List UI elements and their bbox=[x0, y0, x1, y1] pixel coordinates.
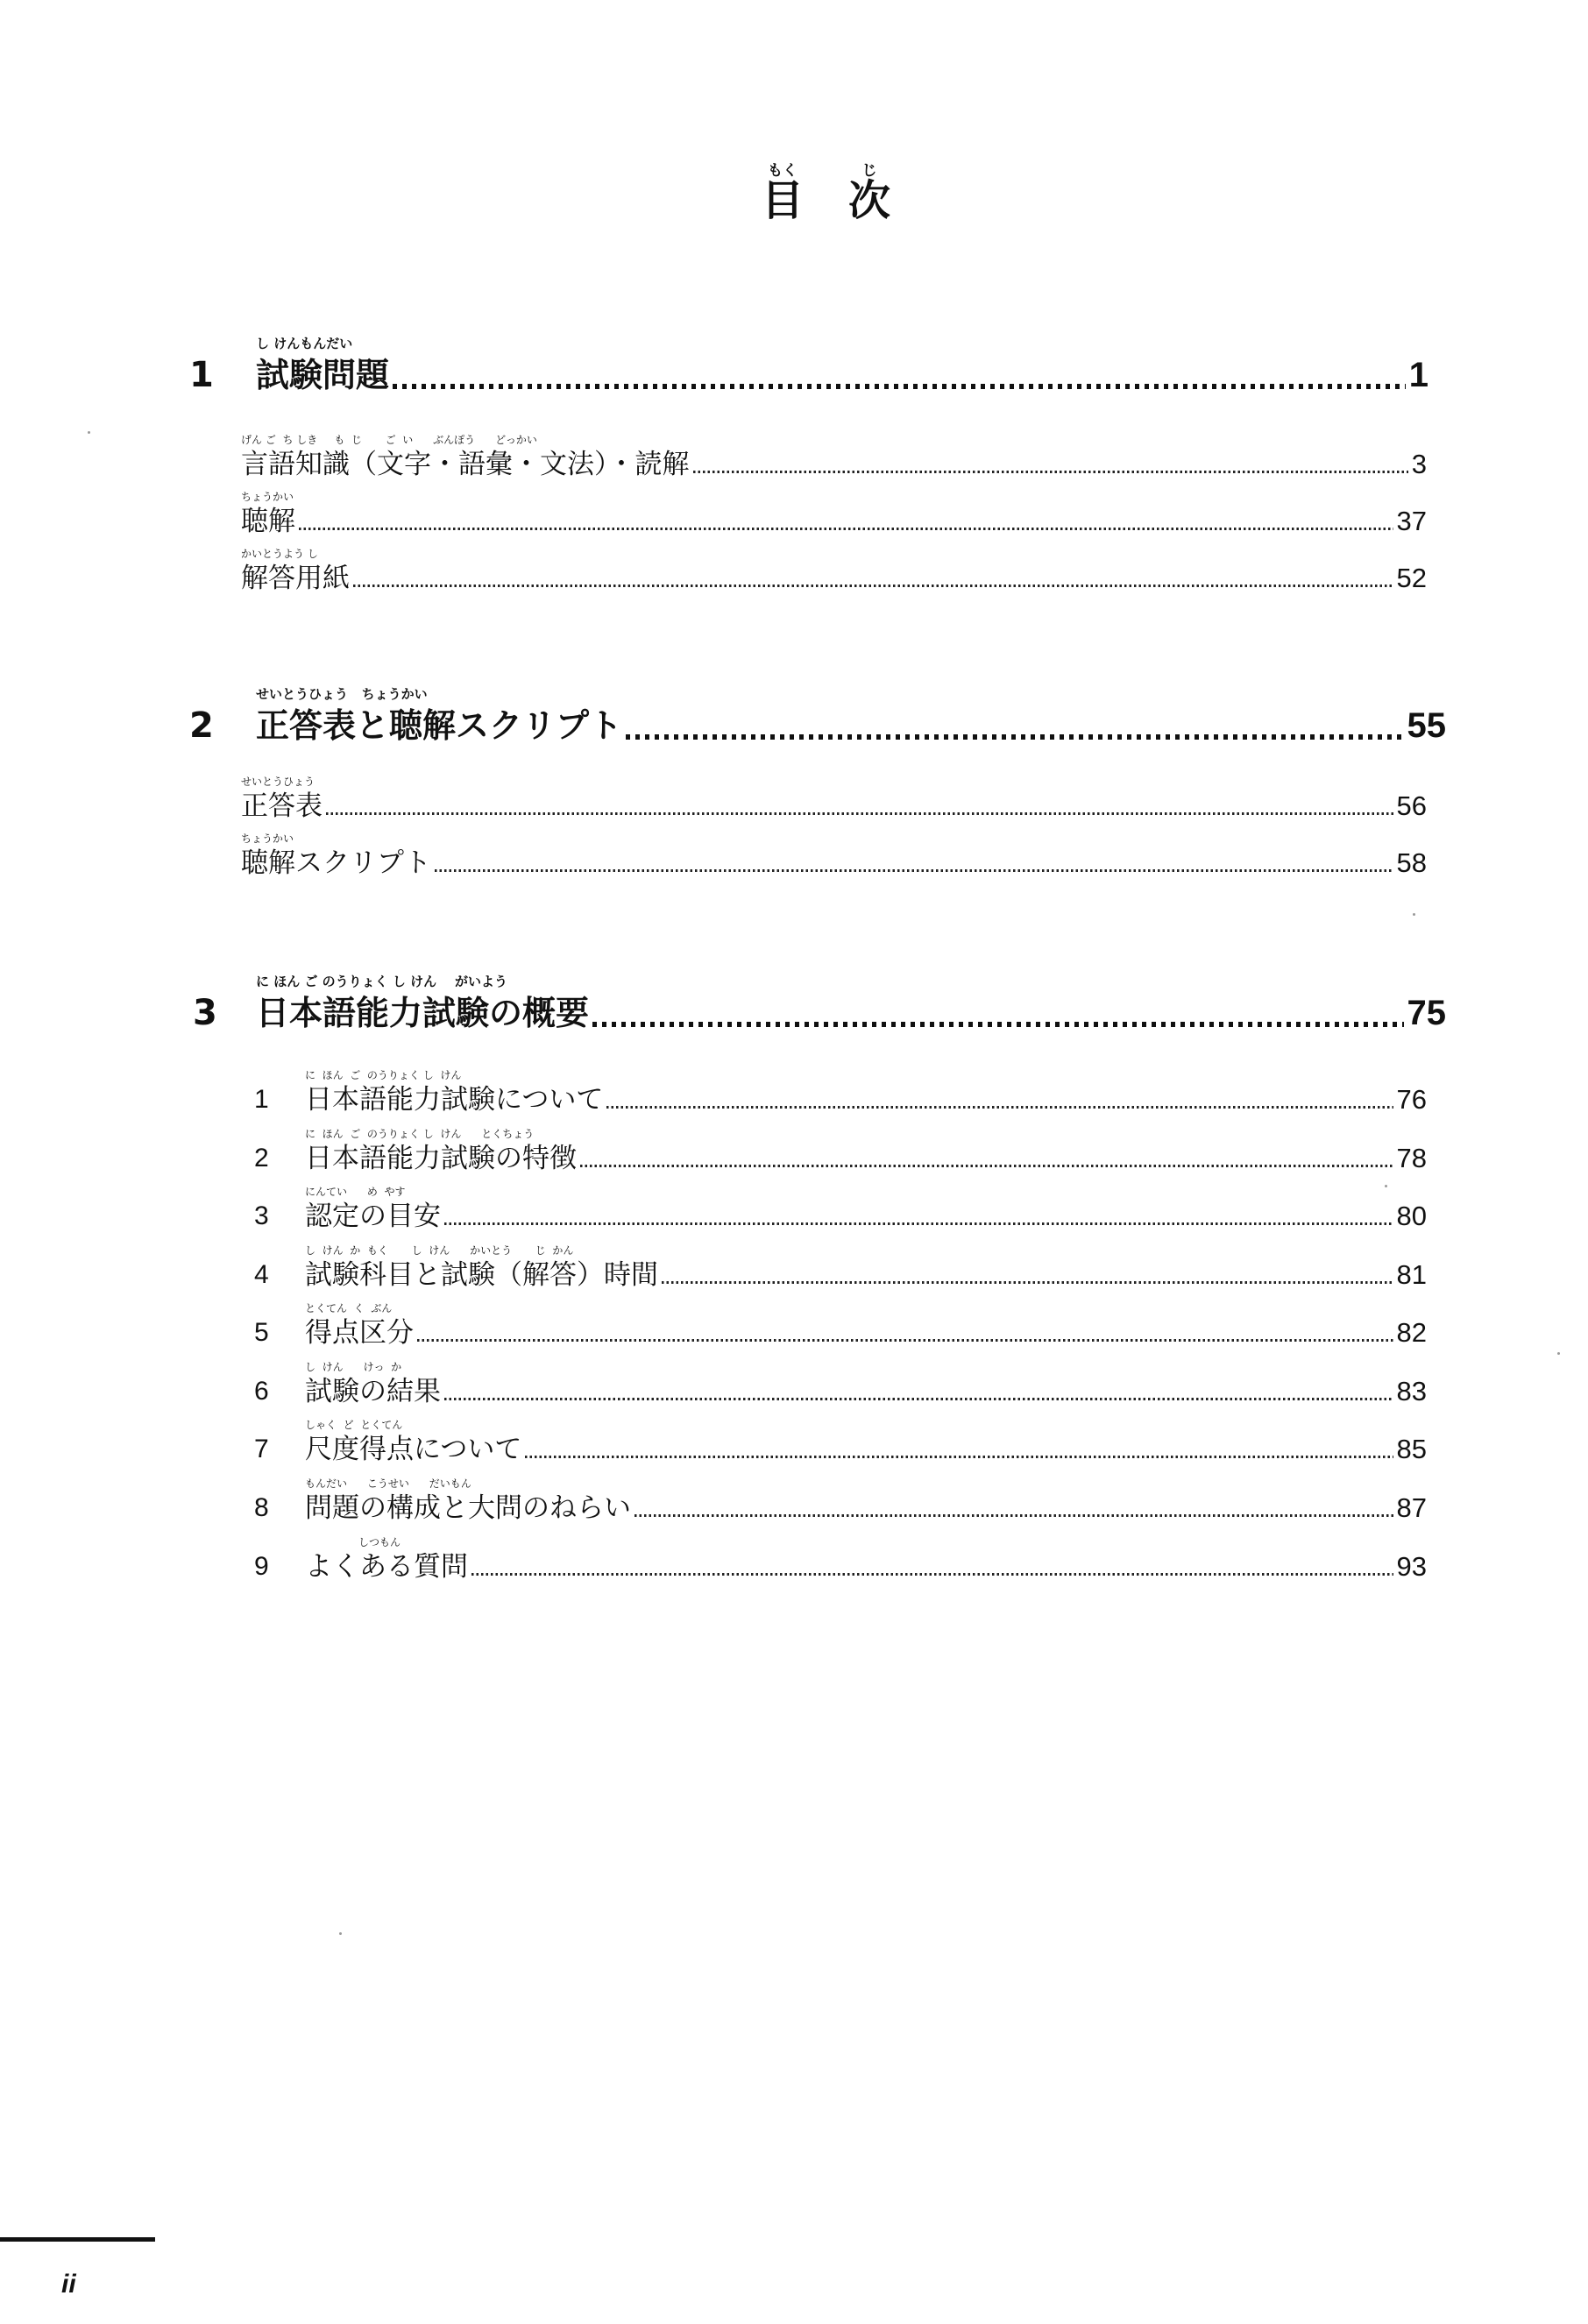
section-ruby: し けんもんだい bbox=[256, 336, 353, 351]
item-title-wrap bbox=[241, 434, 690, 480]
title-kanji: 次 bbox=[847, 176, 890, 225]
item-number: 9 bbox=[254, 1552, 269, 1581]
title-ruby: もく bbox=[768, 162, 798, 180]
item-title-wrap bbox=[305, 1536, 468, 1583]
toc-item[interactable] bbox=[241, 548, 1427, 594]
toc-item[interactable] bbox=[254, 1302, 1427, 1349]
item-title-wrap bbox=[305, 1128, 577, 1174]
item-ruby: にんてい め やす bbox=[305, 1186, 406, 1198]
toc-item[interactable] bbox=[254, 1419, 1427, 1465]
item-ruby: もんだい こうせい だいもん bbox=[305, 1477, 471, 1490]
item-ruby: しゃく ど とくてん bbox=[305, 1419, 403, 1431]
item-title-wrap bbox=[305, 1419, 522, 1465]
dot-leader bbox=[435, 869, 1393, 872]
item-page-number: 37 bbox=[1396, 506, 1427, 536]
toc-item[interactable] bbox=[254, 1244, 1427, 1291]
item-ruby: とくてん く ぶん bbox=[305, 1302, 393, 1314]
toc-section-3[interactable] bbox=[193, 974, 1446, 1033]
section-page-number: 55 bbox=[1407, 706, 1446, 745]
item-title: 解答用紙 bbox=[241, 563, 350, 594]
item-title-wrap bbox=[305, 1069, 604, 1116]
section-title: 日本語能力試験の概要 bbox=[256, 994, 590, 1032]
title-kanji: 目 bbox=[761, 176, 804, 225]
item-page-number: 81 bbox=[1396, 1259, 1427, 1290]
item-page-number: 76 bbox=[1396, 1084, 1427, 1115]
item-page-number: 3 bbox=[1411, 449, 1427, 479]
dot-leader bbox=[580, 1165, 1393, 1167]
scan-speck bbox=[1413, 913, 1415, 916]
item-number: 7 bbox=[254, 1435, 269, 1463]
dot-leader bbox=[444, 1398, 1393, 1400]
dot-leader bbox=[471, 1573, 1393, 1576]
item-ruby: し けん か もく し けん かいとう じ かん bbox=[305, 1244, 574, 1257]
item-title-wrap bbox=[305, 1361, 441, 1407]
item-number: 1 bbox=[254, 1085, 269, 1114]
page-folio: ii bbox=[61, 2270, 76, 2299]
item-title: 聴解スクリプト bbox=[241, 847, 431, 879]
item-title: 聴解 bbox=[241, 506, 295, 537]
dot-leader bbox=[299, 528, 1393, 530]
toc-item[interactable] bbox=[254, 1128, 1427, 1174]
item-number: 2 bbox=[254, 1144, 269, 1173]
scan-speck bbox=[88, 431, 90, 434]
item-title-wrap bbox=[305, 1302, 414, 1349]
section-title-wrap bbox=[256, 336, 390, 394]
item-page-number: 82 bbox=[1396, 1317, 1427, 1348]
item-ruby: に ほん ご のうりょく し けん とくちょう bbox=[305, 1128, 535, 1140]
item-ruby: ちょうかい bbox=[241, 491, 294, 503]
toc-item[interactable] bbox=[241, 491, 1427, 537]
toc-section-1[interactable] bbox=[189, 336, 1428, 395]
item-page-number: 85 bbox=[1396, 1434, 1427, 1464]
item-title: よくある質問 bbox=[305, 1551, 468, 1583]
dot-leader bbox=[606, 1106, 1393, 1109]
item-title: 問題の構成と大問のねらい bbox=[305, 1492, 631, 1524]
item-page-number: 52 bbox=[1396, 563, 1427, 593]
item-title: 試験の結果 bbox=[305, 1376, 441, 1407]
section-title: 試験問題 bbox=[256, 356, 390, 394]
item-title: 試験科目と試験（解答）時間 bbox=[305, 1259, 658, 1291]
item-number: 3 bbox=[254, 1201, 269, 1230]
toc-item[interactable] bbox=[241, 776, 1427, 822]
item-ruby: かいとうよう し bbox=[241, 548, 318, 560]
section-number: 3 bbox=[193, 993, 217, 1033]
toc-item[interactable] bbox=[254, 1186, 1427, 1232]
toc-item[interactable] bbox=[241, 434, 1427, 480]
title-ruby: じ bbox=[861, 162, 877, 180]
item-page-number: 93 bbox=[1396, 1551, 1427, 1582]
dot-leader bbox=[444, 1222, 1393, 1225]
item-page-number: 80 bbox=[1396, 1201, 1427, 1231]
dot-leader bbox=[353, 585, 1393, 587]
item-number: 8 bbox=[254, 1493, 269, 1522]
item-ruby: せいとうひょう bbox=[241, 776, 315, 788]
toc-section-2[interactable] bbox=[189, 686, 1446, 746]
dot-leader bbox=[693, 471, 1408, 473]
section-page-number: 75 bbox=[1407, 994, 1446, 1032]
section-title-wrap bbox=[256, 974, 590, 1032]
dot-leader bbox=[417, 1339, 1393, 1342]
item-title: 得点区分 bbox=[305, 1317, 414, 1349]
item-ruby: し けん けっ か bbox=[305, 1361, 402, 1373]
toc-item[interactable] bbox=[254, 1361, 1427, 1407]
item-title-wrap bbox=[305, 1477, 631, 1524]
item-title-wrap bbox=[241, 548, 350, 594]
dot-leader bbox=[525, 1456, 1393, 1458]
scan-speck bbox=[339, 1932, 342, 1935]
item-title-wrap bbox=[241, 833, 431, 879]
toc-item[interactable] bbox=[254, 1477, 1427, 1524]
page-title bbox=[0, 163, 1588, 233]
item-title: 日本語能力試験の特徴 bbox=[305, 1143, 577, 1174]
item-ruby: しつもん bbox=[305, 1536, 401, 1548]
item-title-wrap bbox=[305, 1244, 658, 1291]
dot-leader bbox=[326, 812, 1393, 815]
toc-item[interactable] bbox=[241, 833, 1427, 879]
dot-leader bbox=[634, 1514, 1393, 1517]
item-title: 正答表 bbox=[241, 790, 323, 822]
item-title-wrap bbox=[241, 491, 295, 537]
item-number: 4 bbox=[254, 1260, 269, 1289]
item-title-wrap bbox=[305, 1186, 441, 1232]
item-title: 尺度得点について bbox=[305, 1434, 522, 1465]
item-page-number: 83 bbox=[1396, 1376, 1427, 1406]
item-title: 認定の目安 bbox=[305, 1201, 441, 1232]
item-page-number: 78 bbox=[1396, 1143, 1427, 1173]
dot-leader bbox=[662, 1281, 1393, 1284]
item-title: 言語知識（文字・語彙・文法）・読解 bbox=[241, 449, 690, 480]
item-number: 6 bbox=[254, 1377, 269, 1406]
scan-speck bbox=[1385, 1185, 1387, 1187]
dot-leader bbox=[393, 384, 1406, 389]
toc-item[interactable] bbox=[254, 1536, 1427, 1583]
item-number: 5 bbox=[254, 1318, 269, 1347]
item-page-number: 58 bbox=[1396, 847, 1427, 878]
item-title-wrap bbox=[241, 776, 323, 822]
section-ruby: に ほん ご のうりょく し けん がいよう bbox=[256, 974, 508, 989]
section-title-wrap bbox=[256, 686, 623, 745]
item-ruby: ちょうかい bbox=[241, 833, 294, 845]
item-page-number: 56 bbox=[1396, 790, 1427, 821]
item-page-number: 87 bbox=[1396, 1492, 1427, 1523]
footer-rule bbox=[0, 2237, 155, 2242]
toc-item[interactable] bbox=[254, 1069, 1427, 1116]
section-ruby: せいとうひょう ちょうかい bbox=[256, 686, 428, 702]
section-page-number: 1 bbox=[1408, 356, 1428, 394]
item-ruby: げん ご ち しき も じ ご い ぶんぽう どっかい bbox=[241, 434, 537, 446]
scan-speck bbox=[1557, 1352, 1560, 1355]
section-number: 2 bbox=[189, 705, 214, 746]
section-title: 正答表と聴解スクリプト bbox=[256, 706, 623, 745]
dot-leader bbox=[626, 734, 1403, 740]
dot-leader bbox=[592, 1022, 1403, 1027]
item-ruby: に ほん ご のうりょく し けん bbox=[305, 1069, 462, 1081]
item-title: 日本語能力試験について bbox=[305, 1084, 604, 1116]
section-number: 1 bbox=[189, 355, 214, 395]
